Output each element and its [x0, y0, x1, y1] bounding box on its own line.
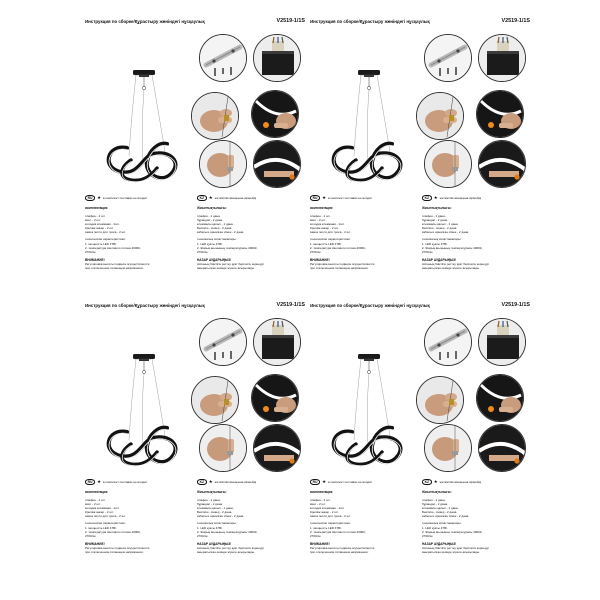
kz-kit-line: кабельге арналған ілмек - 2 дана. [422, 230, 470, 235]
ru-kit-line: колодка клеммная - 1шт. [85, 222, 120, 227]
ceiling-canopy [133, 70, 155, 90]
model-number: V2519-1/1S [501, 18, 530, 24]
kz-kit-heading: Жиынтықтылығы: [422, 206, 452, 210]
assembly-photos [191, 318, 305, 472]
star-icon: ★ [322, 195, 327, 200]
ru-kit-line: замок петля для троса - 2 шт. [310, 230, 351, 235]
hand-adjustment-photo [191, 376, 239, 424]
panel-header [85, 16, 305, 26]
ru-kit-line: плафон - 1 шт. [310, 214, 331, 218]
ru-warning-line: при отключенном питающем напряжении. [310, 549, 369, 554]
terminal-connector-photo [253, 318, 301, 366]
kazakh-column [422, 194, 530, 270]
kz-spec-line: 2700лм [197, 249, 208, 254]
ru-language-badge: RU [85, 195, 95, 202]
mounting-bracket-photo [199, 318, 247, 366]
ru-specs-heading: технические характеристики: [310, 521, 351, 526]
kazakh-column [197, 194, 305, 270]
kz-warning-line: ажыратылған кезінде жүзеге асырылады. [197, 265, 255, 270]
kz-language-badge: KZ [422, 479, 432, 486]
chandelier-illustration [316, 60, 426, 194]
suspension-cables [129, 359, 165, 445]
model-number: V2519-1/1S [501, 302, 530, 308]
kz-kit-line: бұрандас - 2 дана. [197, 502, 223, 507]
kz-kit-line: клеммалы қалып - 1 дана. [422, 506, 459, 511]
instruction-text [85, 478, 305, 568]
led-light-photo [251, 90, 299, 138]
kz-kit-line: кабельге арналған ілмек - 2 дана. [422, 514, 470, 519]
kz-warning-heading: НАЗАР АУДАРЫҢЫЗ! [422, 257, 457, 262]
ru-warning-heading: ВНИМАНИЕ! [85, 541, 105, 546]
ceiling-canopy [358, 354, 380, 374]
ru-kit-line: Крепёж анкер - 2 шт. [310, 510, 339, 515]
star-icon: ★ [433, 195, 438, 200]
ru-spec-line: 2700лм [310, 533, 321, 538]
kz-kit-line: плафон - 1 дана. [197, 498, 221, 502]
instruction-panel-2 [310, 16, 530, 286]
ru-specs-heading: технические характеристики: [310, 237, 351, 242]
kz-specs-heading: техникалық сипаттамалары: [422, 521, 462, 526]
ru-spec-line: 1. мощность LED 47Вт. [310, 525, 342, 530]
kz-kit-line: плафон - 1 дана. [422, 214, 446, 218]
chandelier-illustration [91, 60, 201, 194]
ru-spec-line: 2. температура светового потока 4000К, [85, 529, 141, 534]
cable-lock-photo [199, 140, 247, 188]
ru-badge-row [310, 478, 418, 486]
kz-kit-line: Бекіткіш - Анкер - 2 дана. [422, 226, 458, 231]
kz-warning-heading: НАЗАР АУДАРЫҢЫЗ! [197, 257, 232, 262]
star-icon: ★ [433, 479, 438, 484]
ru-warning-line: Регулировка высоты подвеса осуществляется [310, 545, 375, 550]
mounting-bracket-photo [424, 318, 472, 366]
ru-warning-line: при отключенном питающем напряжении. [310, 265, 369, 270]
kz-spec-line: 2. Жарық ағынының температурасы 4000К, [197, 245, 258, 250]
hand-adjustment-photo [416, 376, 464, 424]
kz-kit-line: плафон - 1 дана. [422, 498, 446, 502]
kz-warning-line: Аспаның биіктігін реттеу қуат берілетін кернеуді [197, 261, 264, 266]
assembly-photos [191, 34, 305, 188]
model-number: V2519-1/1S [276, 18, 305, 24]
panel-header [310, 300, 530, 310]
ru-kit-line: замок петля для троса - 2 шт. [85, 230, 126, 235]
kz-kit-line: бұрандас - 2 дана. [197, 218, 223, 223]
assembly-photos [416, 34, 530, 188]
hand-adjustment-photo [416, 92, 464, 140]
ru-language-badge: RU [85, 479, 95, 486]
terminal-connector-photo [478, 34, 526, 82]
kz-not-included-note: жеткізілім жинағына кірмейді [439, 480, 482, 484]
ru-kit-line: колодка клеммная - 1шт. [310, 222, 345, 227]
instruction-panel-1 [85, 16, 305, 286]
ru-spec-line: 2. температура светового потока 4000К, [85, 245, 141, 250]
led-light-photo [476, 374, 524, 422]
ceiling-canopy [358, 70, 380, 90]
star-icon: ★ [97, 195, 102, 200]
kz-kit-heading: Жиынтықтылығы: [197, 206, 227, 210]
ru-not-included-note: в комплект поставки не входит [328, 196, 373, 200]
star-icon: ★ [208, 479, 213, 484]
kz-badge-row [422, 478, 530, 486]
ru-kit-heading: комплектация: [85, 206, 109, 210]
kz-specs-heading: техникалық сипаттамалары: [197, 521, 237, 526]
kz-kit-line: кабельге арналған ілмек - 2 дана. [197, 230, 245, 235]
cable-lock-photo [424, 140, 472, 188]
ru-kit-line: Крепёж анкер - 2 шт. [310, 226, 339, 231]
document-title: Инструкция по сборке/Құрастыру жөніндегі нұсқаулық [310, 302, 430, 308]
suspension-cables [354, 359, 390, 445]
ru-kit-line: колодка клеммная - 1шт. [85, 506, 120, 511]
ru-specs-heading: технические характеристики: [85, 237, 126, 242]
instruction-panel-3 [85, 300, 305, 570]
star-icon: ★ [322, 479, 327, 484]
ru-spec-line: 2700лм [310, 249, 321, 254]
kz-not-included-note: жеткізілім жинағына кірмейді [214, 196, 257, 200]
ru-language-badge: RU [310, 479, 320, 486]
instruction-text [85, 194, 305, 284]
kz-kit-line: плафон - 1 дана. [197, 214, 221, 218]
kz-spec-line: 1. LED қуаты 47Вт. [197, 525, 223, 530]
kz-spec-line: 1. LED қуаты 47Вт. [422, 525, 448, 530]
kz-language-badge: KZ [197, 479, 207, 486]
ru-spec-line: 2700лм [85, 249, 96, 254]
document-title: Инструкция по сборке/Құрастыру жөніндегі нұсқаулық [85, 302, 205, 308]
kz-kit-line: кабельге арналған ілмек - 2 дана. [197, 514, 245, 519]
ru-badge-row [310, 194, 418, 202]
kz-not-included-note: жеткізілім жинағына кірмейді [439, 196, 482, 200]
ru-kit-line: колодка клеммная - 1шт. [310, 506, 345, 511]
document-title: Инструкция по сборке/Құрастыру жөніндегі нұсқаулық [85, 18, 205, 24]
kz-badge-row [197, 194, 305, 202]
kz-warning-line: ажыратылған кезінде жүзеге асырылады. [422, 549, 480, 554]
kazakh-column [422, 478, 530, 554]
ru-kit-line: Крепёж анкер - 2 шт. [85, 226, 114, 231]
ru-spec-line: 2. температура светового потока 4000К, [310, 529, 366, 534]
ru-kit-line: плафон - 1 шт. [310, 498, 331, 502]
ru-kit-heading: комплектация: [85, 490, 109, 494]
ru-kit-line: винт - 2 шт. [310, 502, 326, 507]
kz-warning-line: ажыратылған кезінде жүзеге асырылады. [197, 549, 255, 554]
kz-warning-heading: НАЗАР АУДАРЫҢЫЗ! [422, 541, 457, 546]
kz-kit-line: Бекіткіш - Анкер - 2 дана. [422, 510, 458, 515]
model-number: V2519-1/1S [276, 302, 305, 308]
chandelier-illustration [316, 344, 426, 478]
ru-warning-heading: ВНИМАНИЕ! [85, 257, 105, 262]
kz-kit-heading: Жиынтықтылығы: [422, 490, 452, 494]
terminal-connector-photo [253, 34, 301, 82]
russian-column [85, 194, 193, 270]
installed-led-photo [478, 140, 526, 188]
ru-warning-line: Регулировка высоты подвеса осуществляется [85, 545, 150, 550]
ru-warning-line: при отключенном питающем напряжении. [85, 265, 144, 270]
kazakh-column [197, 478, 305, 554]
assembly-photos [416, 318, 530, 472]
russian-column [310, 478, 418, 554]
ru-warning-heading: ВНИМАНИЕ! [310, 257, 330, 262]
ru-kit-line: винт - 2 шт. [85, 502, 101, 507]
installed-led-photo [478, 424, 526, 472]
russian-column [85, 478, 193, 554]
led-light-photo [251, 374, 299, 422]
kz-warning-line: ажыратылған кезінде жүзеге асырылады. [422, 265, 480, 270]
ru-spec-line: 2. температура светового потока 4000К, [310, 245, 366, 250]
kz-kit-line: Бекіткіш - Анкер - 2 дана. [197, 226, 233, 231]
kz-warning-line: Аспаның биіктігін реттеу қуат берілетін кернеуді [422, 261, 489, 266]
ru-warning-line: Регулировка высоты подвеса осуществляется [310, 261, 375, 266]
instruction-text [310, 478, 530, 568]
ru-not-included-note: в комплект поставки не входит [103, 196, 148, 200]
ru-specs-heading: технические характеристики: [85, 521, 126, 526]
document-title: Инструкция по сборке/Құрастыру жөніндегі нұсқаулық [310, 18, 430, 24]
kz-specs-heading: техникалық сипаттамалары: [422, 237, 462, 242]
ru-kit-heading: комплектация: [310, 206, 334, 210]
kz-spec-line: 1. LED қуаты 47Вт. [197, 241, 223, 246]
kz-spec-line: 2. Жарық ағынының температурасы 4000К, [422, 245, 483, 250]
mounting-bracket-photo [199, 34, 247, 82]
ru-kit-line: винт - 2 шт. [310, 218, 326, 223]
kz-kit-line: Бекіткіш - Анкер - 2 дана. [197, 510, 233, 515]
kz-warning-heading: НАЗАР АУДАРЫҢЫЗ! [197, 541, 232, 546]
ru-warning-line: Регулировка высоты подвеса осуществляется [85, 261, 150, 266]
terminal-connector-photo [478, 318, 526, 366]
kz-specs-heading: техникалық сипаттамалары: [197, 237, 237, 242]
star-icon: ★ [97, 479, 102, 484]
panel-header [85, 300, 305, 310]
ru-spec-line: 2700лм [85, 533, 96, 538]
kz-spec-line: 2. Жарық ағынының температурасы 4000К, [197, 529, 258, 534]
hand-adjustment-photo [191, 92, 239, 140]
instruction-text [310, 194, 530, 284]
kz-kit-line: бұрандас - 2 дана. [422, 218, 448, 223]
kz-badge-row [197, 478, 305, 486]
cable-lock-photo [424, 424, 472, 472]
ru-kit-line: Крепёж анкер - 2 шт. [85, 510, 114, 515]
ru-spec-line: 1. мощность LED 47Вт. [85, 525, 117, 530]
ru-spec-line: 1. мощность LED 47Вт. [85, 241, 117, 246]
ru-warning-heading: ВНИМАНИЕ! [310, 541, 330, 546]
kz-spec-line: 2. Жарық ағынының температурасы 4000К, [422, 529, 483, 534]
ru-badge-row [85, 478, 193, 486]
mounting-bracket-photo [424, 34, 472, 82]
kz-spec-line: 1. LED қуаты 47Вт. [422, 241, 448, 246]
kz-kit-line: клеммалы қалып - 1 дана. [422, 222, 459, 227]
panel-header [310, 16, 530, 26]
suspension-cables [129, 75, 165, 161]
ru-kit-line: плафон - 1 шт. [85, 498, 106, 502]
kz-kit-line: клеммалы қалып - 1 дана. [197, 222, 234, 227]
installed-led-photo [253, 424, 301, 472]
kz-spec-line: 2700лм [422, 249, 433, 254]
kz-spec-line: 2700лм [197, 533, 208, 538]
ru-warning-line: при отключенном питающем напряжении. [85, 549, 144, 554]
kz-language-badge: KZ [422, 195, 432, 202]
kz-kit-heading: Жиынтықтылығы: [197, 490, 227, 494]
kz-spec-line: 2700лм [422, 533, 433, 538]
kz-warning-line: Аспаның биіктігін реттеу қуат берілетін кернеуді [422, 545, 489, 550]
chandelier-illustration [91, 344, 201, 478]
ceiling-canopy [133, 354, 155, 374]
kz-kit-line: клеммалы қалып - 1 дана. [197, 506, 234, 511]
kz-not-included-note: жеткізілім жинағына кірмейді [214, 480, 257, 484]
suspension-cables [354, 75, 390, 161]
russian-column [310, 194, 418, 270]
installed-led-photo [253, 140, 301, 188]
ru-kit-line: плафон - 1 шт. [85, 214, 106, 218]
ru-badge-row [85, 194, 193, 202]
kz-kit-line: бұрандас - 2 дана. [422, 502, 448, 507]
ru-kit-heading: комплектация: [310, 490, 334, 494]
ru-language-badge: RU [310, 195, 320, 202]
led-light-photo [476, 90, 524, 138]
ru-spec-line: 1. мощность LED 47Вт. [310, 241, 342, 246]
kz-badge-row [422, 194, 530, 202]
star-icon: ★ [208, 195, 213, 200]
ru-not-included-note: в комплект поставки не входит [103, 480, 148, 484]
ru-kit-line: замок петля для троса - 2 шт. [85, 514, 126, 519]
ru-not-included-note: в комплект поставки не входит [328, 480, 373, 484]
kz-warning-line: Аспаның биіктігін реттеу қуат берілетін кернеуді [197, 545, 264, 550]
cable-lock-photo [199, 424, 247, 472]
ru-kit-line: винт - 2 шт. [85, 218, 101, 223]
kz-language-badge: KZ [197, 195, 207, 202]
instruction-panel-4 [310, 300, 530, 570]
ru-kit-line: замок петля для троса - 2 шт. [310, 514, 351, 519]
